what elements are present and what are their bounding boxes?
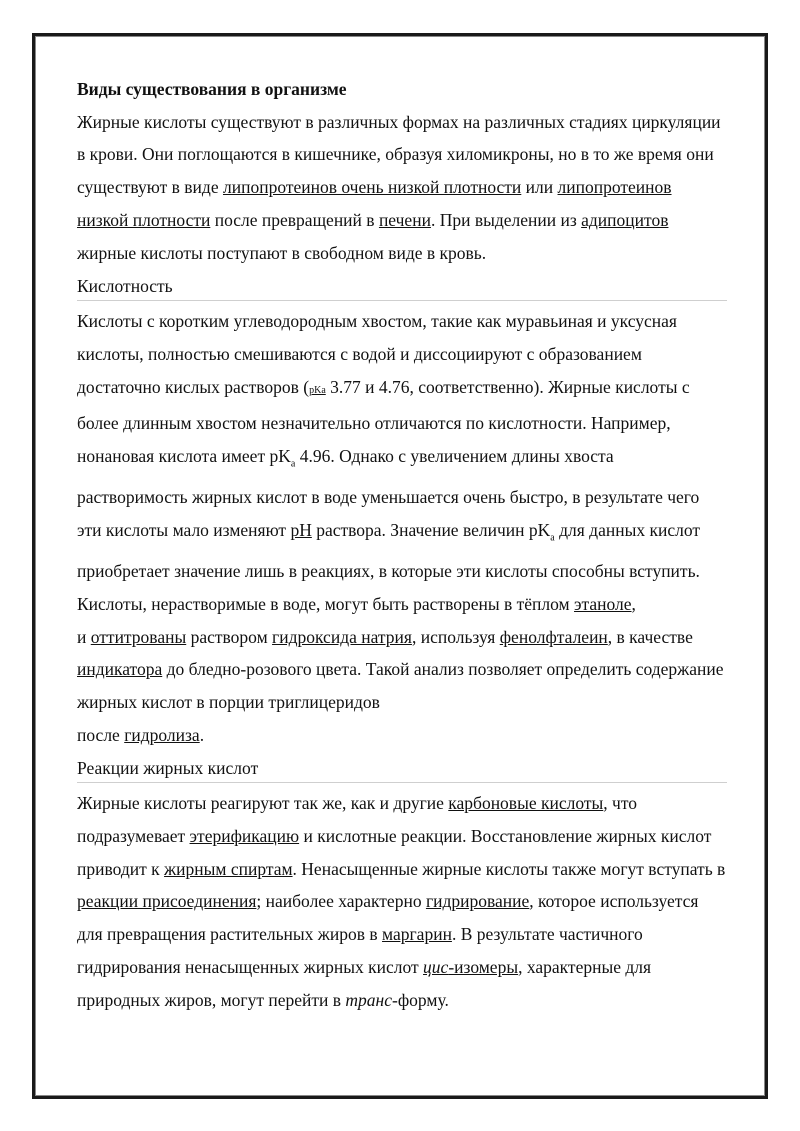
link-addition-reactions[interactable]: реакции присоединения xyxy=(77,891,257,912)
heading-forms: Виды существования в организме xyxy=(77,79,347,99)
paragraph-forms: Жирные кислоты существуют в различных формах на различных стадиях циркуляции в крови. Они поглощаются в кишечнике, образуя хиломикроны, но в то же время они существуют в виде липопротеинов очень низкой плотности или липопротеинов низкой плотности после превращений в печени. При выделении из адипоцитов жирные кислоты поступают в свободном виде в кровь. xyxy=(77,111,721,263)
link-esterification[interactable]: этерификацию xyxy=(189,826,300,847)
link-phenolphthalein[interactable]: фенолфталеин xyxy=(499,626,608,647)
link-hydrogenation[interactable]: гидрирование xyxy=(425,891,530,912)
link-ethanol[interactable]: этаноле xyxy=(574,593,632,614)
link-ph[interactable]: pH xyxy=(290,519,312,540)
link-vldl[interactable]: липопротеинов очень низкой плотности xyxy=(222,177,522,198)
link-carboxylic-acids[interactable]: карбоновые кислоты xyxy=(448,793,604,814)
link-margarine[interactable]: маргарин xyxy=(382,924,452,945)
paragraph-reactions: Жирные кислоты реагируют так же, как и другие карбоновые кислоты, что подразумевает этерификацию и кислотные реакции. Восстановление жирных кислот приводит к жирным спиртам. Ненасыщенные жирные кислоты также могут вступать в реакции присоединения; наиболее характерно гидрирование, которое используется для превращения растительных жиров в маргарин. В результате частичного гидрирования ненасыщенных жирных кислот цис-изомеры, характерные для природных жиров, могут перейти в транс-форму. xyxy=(77,793,726,1010)
link-cis-isomers[interactable]: цис-изомеры xyxy=(423,956,519,977)
heading-acidity: Кислотность xyxy=(77,272,727,301)
link-liver[interactable]: печени xyxy=(378,209,431,230)
link-sodium-hydroxide[interactable]: гидроксида натрия xyxy=(272,626,412,647)
trans-term: транс xyxy=(345,989,393,1010)
document-body xyxy=(77,73,727,1016)
link-titrated[interactable]: оттитрованы xyxy=(90,626,187,647)
link-pka[interactable]: pKa xyxy=(309,384,326,396)
link-hydrolysis[interactable]: гидролиза xyxy=(124,724,200,745)
link-fatty-alcohols[interactable]: жирным спиртам xyxy=(164,858,293,879)
link-adipocytes[interactable]: адипоцитов xyxy=(581,209,669,230)
paragraph-acidity: Кислоты с коротким углеводородным хвостом, такие как муравьиная и уксусная кислоты, полностью смешиваются с водой и диссоциируют с образованием достаточно кислых растворов (pKa 3.77 и 4.76, соответственно). Жирные кислоты с более длинным хвостом незначительно отличаются по кислотности. Например, нонановая кислота имеет $pK_a$ 4.96. Однако с увеличением длины хвоста растворимость жирных кислот в воде уменьшается очень быстро, в результате чего эти кислоты мало изменяют pH раствора. Значение величин $pK_a$ для данных кислот приобретает значение лишь в реакциях, в которые эти кислоты способны вступить. Кислоты, нерастворимые в воде, могут быть растворены в тёплом этаноле, и оттитрованы раствором гидроксида натрия, используя фенолфталеин, в качестве индикатора до бледно-розового цвета. Такой анализ позволяет определить содержание жирных кислот в порции триглицеридов после гидролиза. xyxy=(77,311,724,745)
link-indicator[interactable]: индикатора xyxy=(77,659,163,680)
link-ldl[interactable]: липопротеинов низкой плотности xyxy=(77,177,672,230)
heading-reactions: Реакции жирных кислот xyxy=(77,754,727,783)
